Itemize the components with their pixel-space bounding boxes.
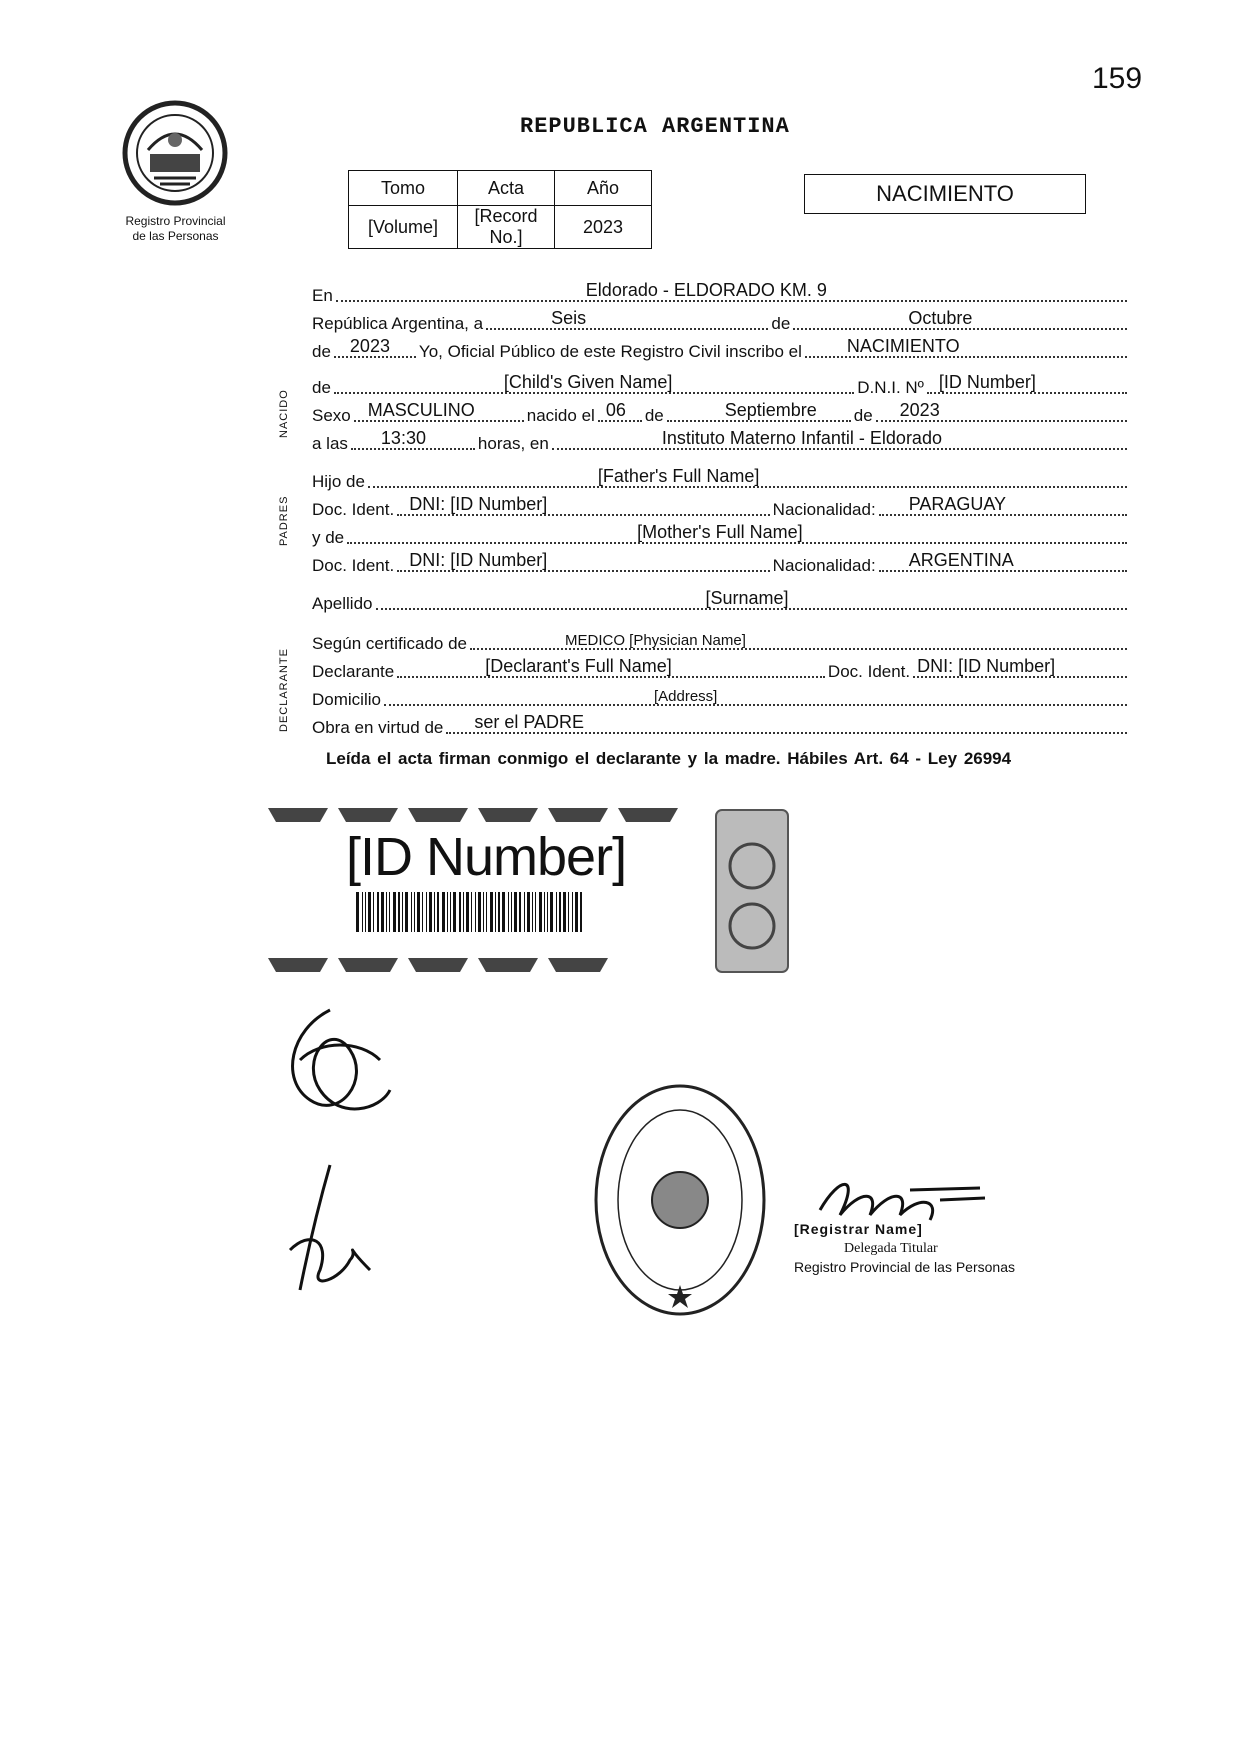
table-value-ano: 2023 [555,206,652,249]
label-sexo: Sexo [312,406,351,425]
form-line-child [312,372,1130,398]
label-declarante: Declarante [312,662,395,681]
form-line-certificate [312,632,1130,654]
value-month: Octubre [908,308,973,328]
label-de-birth-year: de [853,406,873,425]
label-segun-certificado: Según certificado de [312,634,467,653]
value-father-name: [Father's Full Name] [597,466,760,486]
value-surname: [Surname] [705,588,789,608]
label-de-birth-month: de [644,406,664,425]
registrar-block [794,1220,1015,1277]
value-certificate: MEDICO [Physician Name] [565,632,746,649]
registrar-name: [Registrar Name] [794,1221,923,1237]
form-line-obra [312,712,1130,738]
table-value-tomo: [Volume] [349,206,458,249]
barcode-icon [356,892,584,932]
form-line-surname [312,588,1130,614]
value-birth-day: 06 [605,400,626,420]
value-year: 2023 [349,336,390,356]
record-type-box: NACIMIENTO [804,174,1086,214]
label-obra: Obra en virtud de [312,718,444,737]
label-y-de: y de [312,528,345,547]
hologram-sticker-icon [712,806,792,976]
value-child-name: [Child's Given Name] [503,372,673,392]
value-birth-year: 2023 [899,400,940,420]
value-address: [Address] [653,688,718,705]
registry-name-line2: de las Personas [132,229,219,243]
page-number: 159 [1092,62,1143,95]
table-header-ano: Año [555,171,652,206]
form-line-sex [312,400,1130,426]
provincial-emblem-icon [120,98,230,208]
registry-name [98,214,253,244]
value-father-nationality: PARAGUAY [908,494,1007,514]
section-label-declarante: DECLARANTE [278,648,290,732]
form-line-father [312,466,1130,492]
form-line-date [312,308,1130,334]
section-label-nacido: NACIDO [278,389,290,438]
value-mother-name: [Mother's Full Name] [637,522,803,542]
label-dni: D.N.I. Nº [857,378,924,397]
label-nacionalidad-father: Nacionalidad: [772,500,876,519]
label-de-year: de [312,342,331,361]
value-record-type: NACIMIENTO [846,336,960,356]
form-line-year [312,336,1130,362]
label-hijo-de: Hijo de [312,472,365,491]
registrar-title: Delegada Titular [844,1241,938,1256]
label-domicilio: Domicilio [312,690,381,709]
label-de-child: de [312,378,331,397]
signature-mother [280,1160,380,1300]
value-birth-place: Instituto Materno Infantil - Eldorado [661,428,942,448]
value-father-doc: DNI: [ID Number] [409,494,548,514]
label-apellido: Apellido [312,594,373,613]
form-line-mother [312,522,1130,548]
value-mother-doc: DNI: [ID Number] [409,550,548,570]
signature-declarant [270,1000,400,1140]
barcode-number: [ID Number] [346,827,627,887]
label-doc-ident-mother: Doc. Ident. [312,556,395,575]
form-line-father-doc [312,494,1130,520]
label-nacido-el: nacido el [526,406,595,425]
value-mother-nationality: ARGENTINA [908,550,1014,570]
label-a-las: a las [312,434,348,453]
form-line-mother-doc [312,550,1130,576]
registry-table [348,170,652,249]
value-obra: ser el PADRE [474,712,585,732]
value-place: Eldorado - ELDORADO KM. 9 [585,280,827,300]
label-republica: República Argentina, a [312,314,484,333]
value-day: Seis [551,308,587,328]
form-line-en [312,280,1130,306]
registrar-office: Registro Provincial de las Personas [794,1259,1015,1275]
table-value-acta: [Record No.] [458,206,555,249]
form-line-declarant [312,656,1130,682]
registry-name-line1: Registro Provincial [125,214,226,228]
form-line-address [312,688,1130,710]
label-oficial: Yo, Oficial Público de este Registro Civil inscribo el [418,342,802,361]
label-en: En [312,286,333,305]
value-sex: MASCULINO [367,400,475,420]
value-child-dni: [ID Number] [938,372,1036,392]
table-header-tomo: Tomo [349,171,458,206]
table-header-acta: Acta [458,171,555,206]
label-doc-ident-father: Doc. Ident. [312,500,395,519]
form-line-time [312,428,1130,454]
official-seal-icon [590,1080,770,1320]
section-label-padres: PADRES [278,495,290,546]
label-doc-ident-declarant: Doc. Ident. [827,662,911,681]
legal-statement: Leída el acta firman conmigo el declarante y la madre. Hábiles Art. 64 - Ley 26994 [326,749,1012,768]
value-birth-time: 13:30 [380,428,426,448]
document-title: REPUBLICA ARGENTINA [520,114,790,139]
label-de-month: de [771,314,791,333]
label-nacionalidad-mother: Nacionalidad: [772,556,876,575]
value-declarant-doc: DNI: [ID Number] [917,656,1056,676]
value-declarant-name: [Declarant's Full Name] [485,656,672,676]
value-birth-month: Septiembre [724,400,817,420]
label-horas-en: horas, en [477,434,549,453]
